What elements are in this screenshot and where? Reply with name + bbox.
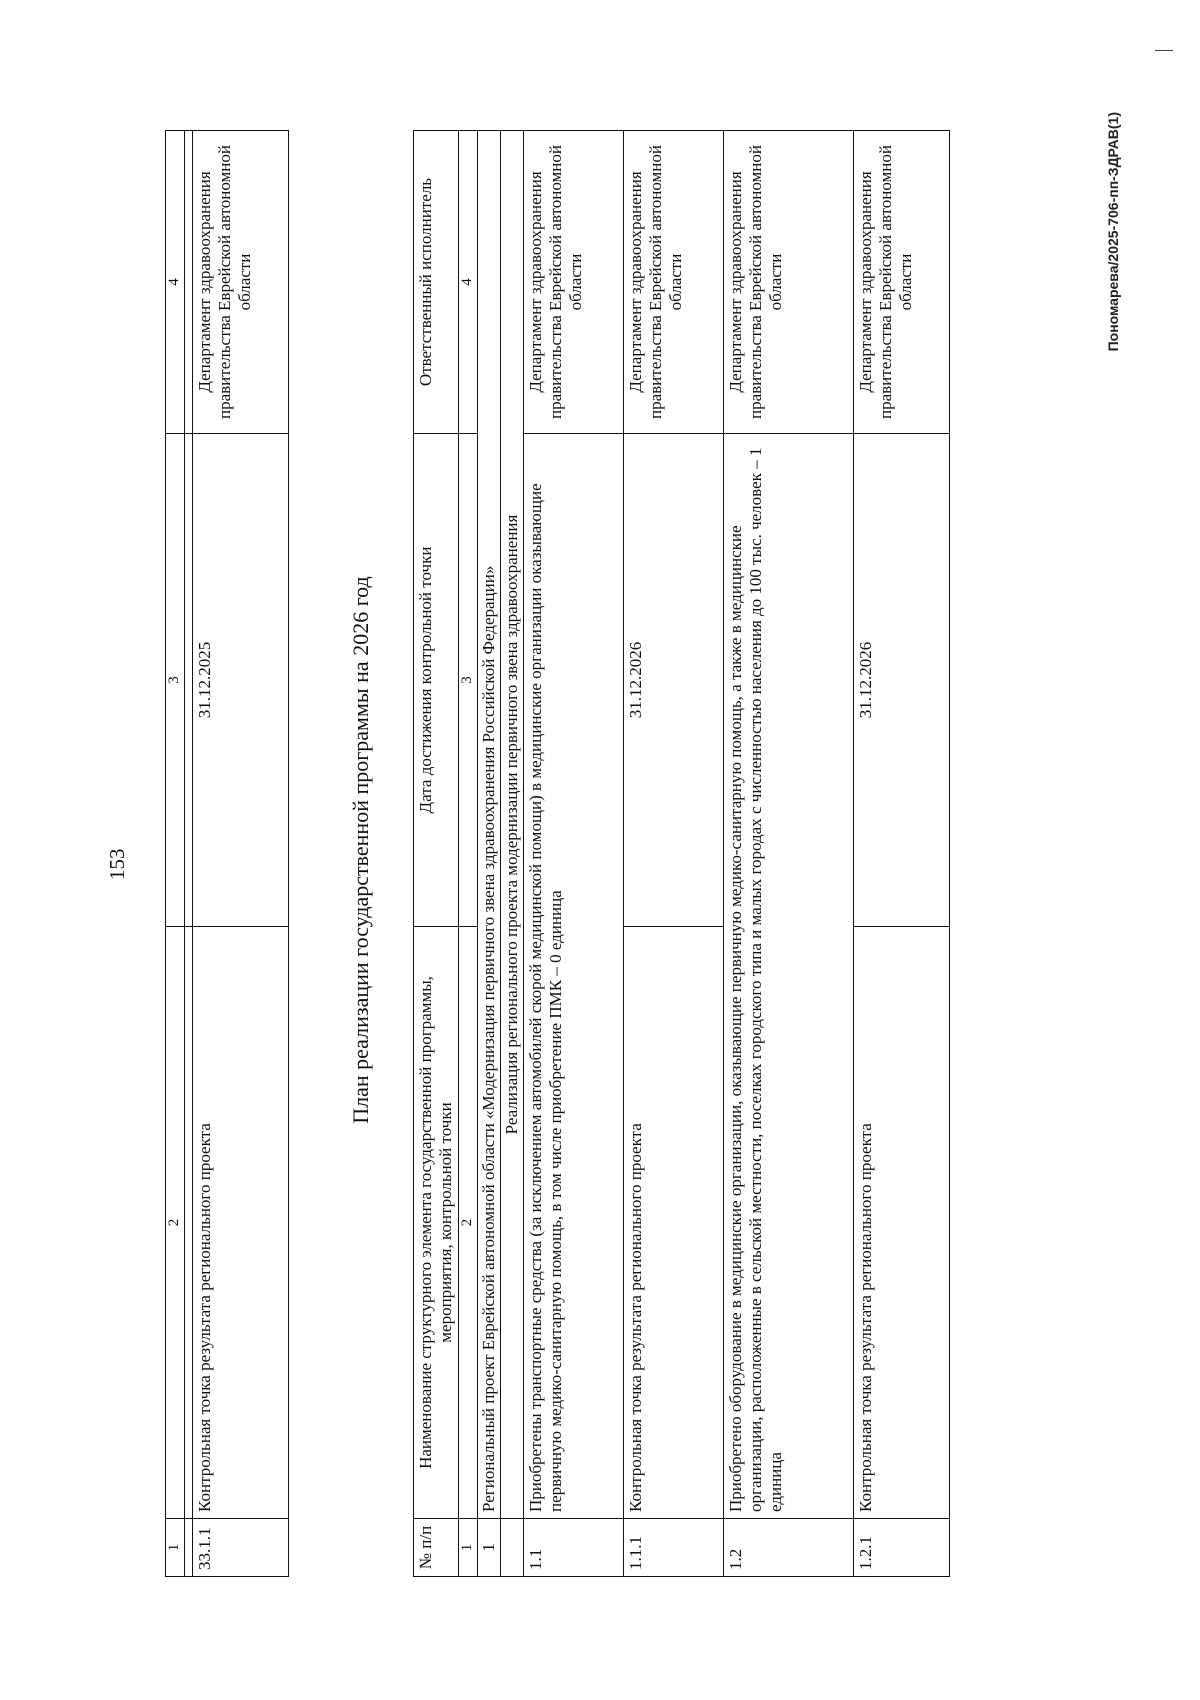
section-title: Региональный проект Еврейской автономной области «Модернизация первичного звена здравоохранения Российской Федерации»: [477, 131, 500, 1519]
header-name: Наименование структурного элемента государственной программы, мероприятия, контрольной точки: [414, 927, 459, 1519]
header-num: № п/п: [414, 1519, 459, 1577]
row-name: Контрольная точка результата регионального проекта: [623, 927, 723, 1519]
row-executor: Департамент здравоохранения правительства Еврейской автономной области: [723, 131, 853, 434]
column-number: 2: [166, 927, 185, 1519]
row-date: 31.12.2026: [853, 434, 949, 927]
row-executor: Департамент здравоохранения правительства Еврейской автономной области: [853, 131, 949, 434]
row-name: Приобретено оборудование в медицинские организации, оказывающие первичную медико-санитарную помощь, а также в медицинские организации, расположенные в сельской местности, поселках городского типа и малых городах с численностью населения до 100 тыс. человек – 1 единица: [723, 434, 853, 1519]
section-row: [477, 131, 500, 1577]
row-number: 1.1.1: [623, 1519, 723, 1577]
row-date: 31.12.2026: [623, 434, 723, 927]
column-number: 1: [166, 1519, 185, 1577]
table-row: [623, 131, 723, 1577]
section-number: 1: [477, 1519, 500, 1577]
header-date: Дата достижения контрольной точки: [414, 434, 459, 927]
row-number: 1.1: [523, 1519, 623, 1577]
header-executor: Ответственный исполнитель: [414, 131, 459, 434]
column-number: 3: [459, 434, 478, 927]
table-row: [853, 131, 949, 1577]
margin-mark: [1155, 50, 1173, 51]
row-number: 1.2.1: [853, 1519, 949, 1577]
subsection-row: [500, 131, 523, 1577]
plan-title: План реализации государственной программы на 2026 год: [348, 576, 373, 1124]
row-executor: Департамент здравоохранения правительства Еврейской автономной области: [623, 131, 723, 434]
column-number: 1: [459, 1519, 478, 1577]
table-row: [192, 131, 288, 1577]
document-id: Пономарева/2025-706-пп-ЗДРАВ(1): [1105, 112, 1121, 352]
row-executor: Департамент здравоохранения правительства Еврейской автономной области: [192, 131, 288, 434]
row-executor: Департамент здравоохранения правительства Еврейской автономной области: [523, 131, 623, 434]
row-name: Приобретены транспортные средства (за исключением автомобилей скорой медицинской помощи) в медицинские организации оказывающие первичную медико-санитарную помощь, в том числе приобретение ПМК – 0 единица: [523, 434, 623, 1519]
plan-table: [413, 130, 950, 1577]
row-name: Контрольная точка результата регионального проекта: [853, 927, 949, 1519]
table-row: [523, 131, 623, 1577]
column-number-row: [166, 131, 185, 1577]
column-number: 3: [166, 434, 185, 927]
spacer-row: [184, 131, 192, 1577]
column-number: 2: [459, 927, 478, 1519]
row-name: Контрольная точка результата регионального проекта: [192, 927, 288, 1519]
column-number-row: [459, 131, 478, 1577]
column-number: 4: [459, 131, 478, 434]
table-row: [723, 131, 853, 1577]
header-row: [414, 131, 459, 1577]
continuation-table: [165, 130, 289, 1577]
page-number: 153: [105, 848, 129, 880]
row-number: 1.2: [723, 1519, 853, 1577]
row-date: 31.12.2025: [192, 434, 288, 927]
subsection-title: Реализация регионального проекта модернизации первичного звена здравоохранения: [500, 131, 523, 1519]
row-number: 33.1.1: [192, 1519, 288, 1577]
column-number: 4: [166, 131, 185, 434]
